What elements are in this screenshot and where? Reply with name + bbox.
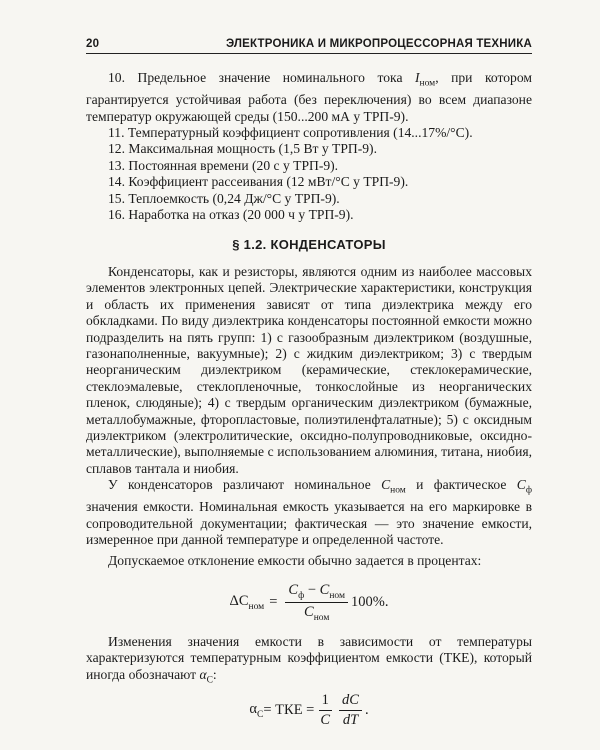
list-item-11: 11. Температурный коэффициент сопротивления (14...17%/°С). <box>108 124 473 140</box>
list-item-16: 16. Наработка на отказ (20 000 ч у ТРП-9). <box>108 206 354 222</box>
list-item-10: 10. Предельное значение номинального тока $I_{ном}$, при котором гарантируется устойчивая работа (без переключения) во всем диапазоне температур окружающей среды (150...200 мА у ТРП-9). <box>86 70 532 124</box>
formula-fraction-2: $\frac{dC}{dT}$ <box>339 692 362 729</box>
list-item-13: 13. Постоянная времени (20 с у ТРП-9). <box>108 157 339 173</box>
paragraph-tke: Изменения значения емкости в зависимости от температуры характеризуются температурным коэффициентом емкости (ТКЕ), который иногда обозначают $\alpha_C$: <box>86 634 532 686</box>
paragraph-tolerance: Допускаемое отклонение емкости обычно задается в процентах: <box>108 552 482 568</box>
formula-fraction: $\frac{C_ф - C_{ном}}{C_{ном}}$ <box>285 582 348 623</box>
formula-fraction-1: $\frac{1}{C}$ <box>320 692 331 728</box>
list-item-12: 12. Максимальная мощность (1,5 Вт у ТРП-9). <box>108 141 377 157</box>
body-text-tke <box>86 634 532 689</box>
paragraph-capacitor-types: Конденсаторы, как и резисторы, являются одним из наиболее массовых элементов электронных цепей. Электрические характеристики, конструкция и область их применения зависят от типа диэлектрика между его обкладками. По виду диэлектрика конденсаторы постоянной емкости можно подразделить на пять групп: 1) с газообразным диэлектриком (воздушные, газонаполненные, вакуумные); 2) с жидким диэлектриком; 3) с твердым неорганическим диэлектриком (керамические, стеклокерамические, стеклоэмалевые, стеклопленочные, тонкослойные из неорганических пленок, слюдяные); 4) с твердым органическим диэлектриком (бумажные, металлобумажные, фторопластовые, полиэтиленфталатные); 5) с оксидным диэлектриком (электролитические, оксидно-полупроводниковые, оксидно-металлические), выполняемые с использованием алюминия, титана, ниобия, сплавов тантала и ниобия. <box>86 264 532 476</box>
list-item-14: 14. Коэффициент рассеивания (12 мВт/°С у ТРП-9). <box>108 174 409 190</box>
list-item-15: 15. Теплоемкость (0,24 Дж/°С у ТРП-9). <box>108 190 340 206</box>
paragraph-nominal-capacity: У конденсаторов различают номинальное $C_{ном}$ и фактическое $C_ф$ значения емкости. Номинальная емкость указывается на его маркировке в сопроводительной документации; фактическая — это значение емкости, измеренное при данной температуре и определенной частоте. <box>86 477 532 548</box>
page-number: 20 <box>86 38 100 50</box>
formula-capacity-deviation: $\Delta C_{ном}$ = $\frac{C_ф - C_{ном}}{C_{ном}}$ 100%. <box>229 582 389 623</box>
section-heading: § 1.2. КОНДЕНСАТОРЫ <box>232 237 386 252</box>
body-text <box>86 264 532 569</box>
page-header <box>86 38 532 54</box>
running-title: ЭЛЕКТРОНИКА И МИКРОПРОЦЕССОРНАЯ ТЕХНИКА <box>225 38 532 50</box>
formula-tke: $\alpha_C$ = ТКЕ = $\frac{1}{C}$ $\frac{dC}{dT}$ . <box>249 692 369 728</box>
numbered-list <box>86 70 532 223</box>
